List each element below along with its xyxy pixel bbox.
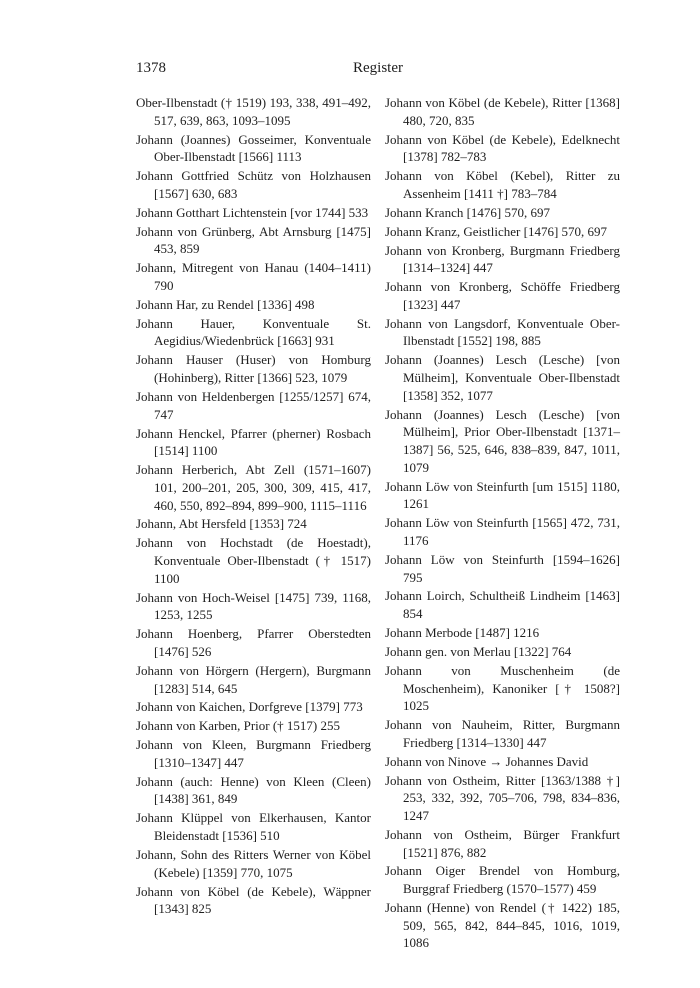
index-entry: Johann von Kronberg, Burgmann Friedberg [1314–1324] 447 bbox=[385, 242, 620, 276]
index-entry: Ober-Ilbenstadt († 1519) 193, 338, 491–492, 517, 639, 863, 1093–1095 bbox=[136, 95, 371, 128]
index-entry: Johann von Köbel (de Kebele), Ritter [1368] 480, 720, 835 bbox=[385, 95, 620, 128]
index-entry: Johann von Ostheim, Bürger Frankfurt [1521] 876, 882 bbox=[385, 826, 620, 860]
index-entry: Johann Hoenberg, Pfarrer Oberstedten [1476] 526 bbox=[136, 626, 371, 659]
index-entry: Johann (Henne) von Rendel († 1422) 185, 509, 565, 842, 844–845, 1016, 1019, 1086 bbox=[385, 900, 620, 951]
index-entry: Johann von Kronberg, Schöffe Friedberg [1323] 447 bbox=[385, 279, 620, 312]
index-entry: Johann Merbode [1487] 1216 bbox=[385, 625, 540, 641]
page-number: 1378 bbox=[136, 60, 166, 76]
index-entry: Johann Loirch, Schultheiß Lindheim [1463] 854 bbox=[385, 588, 620, 622]
index-entry: Johann gen. von Merlau [1322] 764 bbox=[385, 643, 572, 659]
index-entry: Johann von Köbel (de Kebele), Edelknecht [1378] 782–783 bbox=[385, 131, 620, 165]
index-entry: Johann von Hoch-Weisel [1475] 739, 1168, 1253, 1255 bbox=[136, 589, 371, 623]
index-entry: Johann von Karben, Prior († 1517) 255 bbox=[136, 718, 340, 734]
index-entry: Johann, Abt Hersfeld [1353] 724 bbox=[136, 516, 307, 532]
index-entry: Johann (Joannes) Lesch (Lesche) [von Mülheim], Prior Ober-Ilbenstadt [1371–1387] 56, 525, 646, 838–839, 847, 1011, 1079 bbox=[385, 406, 620, 475]
index-entry: Johann von Grünberg, Abt Arnsburg [1475] 453, 859 bbox=[136, 223, 371, 257]
index-entry: Johann Klüppel von Elkerhausen, Kantor Bleidenstadt [1536] 510 bbox=[136, 810, 371, 844]
index-entry: Johann von Köbel (de Kebele), Wäppner [1343] 825 bbox=[136, 883, 371, 917]
index-entry: Johann von Köbel (Kebel), Ritter zu Assenheim [1411 †] 783–784 bbox=[385, 168, 620, 201]
index-entry: Johann Kranch [1476] 570, 697 bbox=[385, 204, 550, 220]
index-entry: Johann Oiger Brendel von Homburg, Burggraf Friedberg (1570–1577) 459 bbox=[385, 863, 620, 897]
index-entry: Johann von Langsdorf, Konventuale Ober-Ilbenstadt [1552] 198, 885 bbox=[385, 315, 620, 349]
index-entry: Johann von Kleen, Burgmann Friedberg [1310–1347] 447 bbox=[136, 737, 371, 770]
index-entry: Johann (auch: Henne) von Kleen (Cleen) [1438] 361, 849 bbox=[136, 773, 371, 807]
index-entry: Johann Gotthart Lichtenstein [vor 1744] 533 bbox=[136, 204, 369, 220]
index-entry: Johann von Ninove → Johannes David bbox=[385, 753, 589, 769]
index-entry: Johann von Hörgern (Hergern), Burgmann [1283] 514, 645 bbox=[136, 662, 371, 696]
right-column bbox=[385, 94, 620, 953]
index-entry: Johann Löw von Steinfurth [1565] 472, 731, 1176 bbox=[385, 515, 620, 548]
running-head: Register bbox=[353, 60, 403, 76]
index-entry: Johann (Joannes) Lesch (Lesche) [von Mülheim], Konventuale Ober-Ilbenstadt [1358] 352, 1077 bbox=[385, 352, 620, 403]
index-entry: Johann Henckel, Pfarrer (pherner) Rosbach [1514] 1100 bbox=[136, 425, 371, 459]
index-entry: Johann Gottfried Schütz von Holzhausen [1567] 630, 683 bbox=[136, 168, 371, 201]
index-entry: Johann von Kaichen, Dorfgreve [1379] 773 bbox=[136, 699, 363, 715]
index-entry: Johann Hauer, Konventuale St. Aegidius/Wiedenbrück [1663] 931 bbox=[136, 315, 371, 349]
left-column bbox=[136, 94, 371, 919]
index-entry: Johann von Hochstadt (de Hoestadt), Konventuale Ober-Ilbenstadt († 1517) 1100 bbox=[136, 535, 371, 586]
index-entry: Johann, Mitregent von Hanau (1404–1411) 790 bbox=[136, 260, 371, 293]
index-entry: Johann Löw von Steinfurth [um 1515] 1180, 1261 bbox=[385, 478, 620, 512]
index-entry: Johann von Muschenheim (de Moschenheim), Kanoniker [† 1508?] 1025 bbox=[385, 662, 620, 714]
index-entry: Johann von Heldenbergen [1255/1257] 674, 747 bbox=[136, 388, 371, 422]
index-entry: Johann von Nauheim, Ritter, Burgmann Friedberg [1314–1330] 447 bbox=[385, 717, 620, 750]
index-entry: Johann, Sohn des Ritters Werner von Köbel (Kebele) [1359] 770, 1075 bbox=[136, 846, 371, 880]
page-header bbox=[0, 60, 700, 82]
index-entry: Johann Löw von Steinfurth [1594–1626] 795 bbox=[385, 551, 620, 585]
index-entry: Johann (Joannes) Gosseimer, Konventuale Ober-Ilbenstadt [1566] 1113 bbox=[136, 131, 371, 165]
index-entry: Johann Herberich, Abt Zell (1571–1607) 101, 200–201, 205, 300, 309, 415, 417, 460, 550, 892–894, 899–900, 1115–1116 bbox=[136, 462, 371, 513]
index-entry: Johann von Ostheim, Ritter [1363/1388 †] 253, 332, 392, 705–706, 798, 834–836, 1247 bbox=[385, 772, 620, 823]
index-entry: Johann Kranz, Geistlicher [1476] 570, 697 bbox=[385, 223, 608, 239]
index-entry: Johann Har, zu Rendel [1336] 498 bbox=[136, 296, 315, 312]
index-entry: Johann Hauser (Huser) von Homburg (Hohinberg), Ritter [1366] 523, 1079 bbox=[136, 352, 371, 386]
